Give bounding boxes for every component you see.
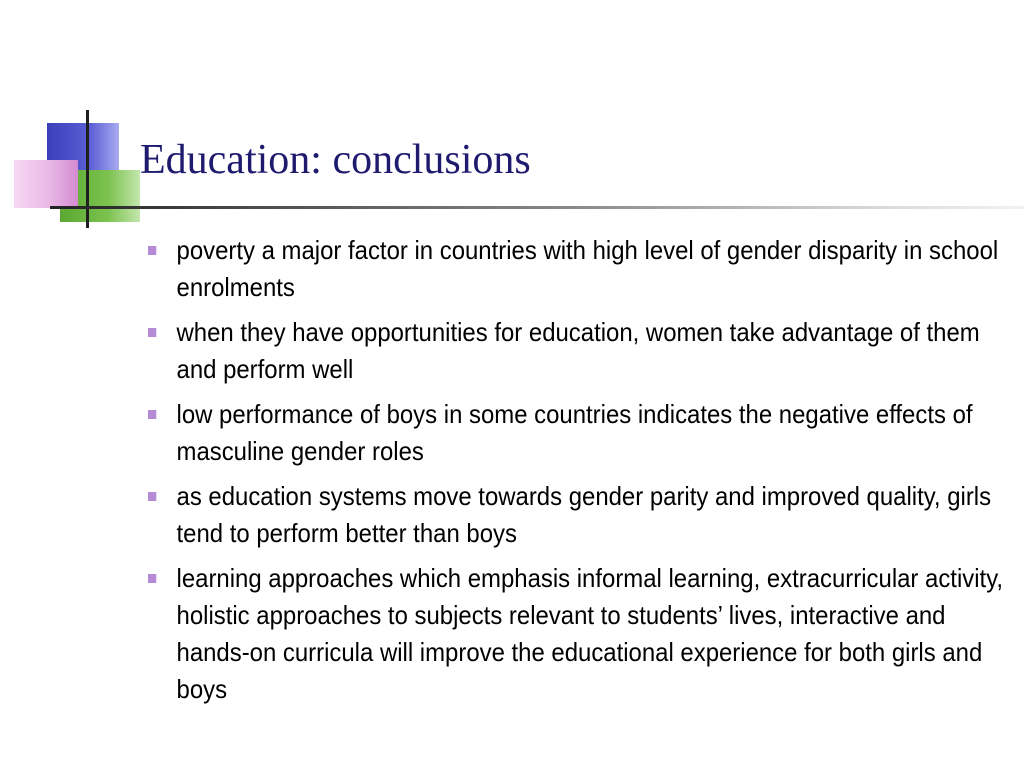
bullet-item <box>148 478 1005 552</box>
bullet-square-icon <box>148 410 156 419</box>
bullet-list <box>148 232 1008 716</box>
title-underline-rule <box>50 206 1024 209</box>
vertical-rule <box>86 110 89 228</box>
bullet-text: poverty a major factor in countries with high level of gender disparity in school enrolments <box>176 235 999 302</box>
bullet-text: when they have opportunities for education, women take advantage of them and perform well <box>176 317 980 384</box>
pink-square-decoration <box>14 160 78 208</box>
slide-title: Education: conclusions <box>140 137 531 183</box>
bullet-item <box>148 232 1005 306</box>
bullet-item <box>148 560 1005 708</box>
bullet-square-icon <box>148 246 156 255</box>
bullet-square-icon <box>148 492 156 501</box>
bullet-square-icon <box>148 328 156 337</box>
bullet-text: as education systems move towards gender parity and improved quality, girls tend to perform better than boys <box>176 481 992 548</box>
bullet-item <box>148 396 1005 470</box>
bullet-text: learning approaches which emphasis informal learning, extracurricular activity, holistic approaches to subjects relevant to students’ lives, interactive and hands-on curricula will improve the educational experience for both girls and boys <box>176 563 1004 704</box>
bullet-square-icon <box>148 574 156 583</box>
bullet-text: low performance of boys in some countries indicates the negative effects of masculine gender roles <box>176 399 973 466</box>
bullet-item <box>148 314 1005 388</box>
decorative-corner-blocks <box>0 0 160 240</box>
